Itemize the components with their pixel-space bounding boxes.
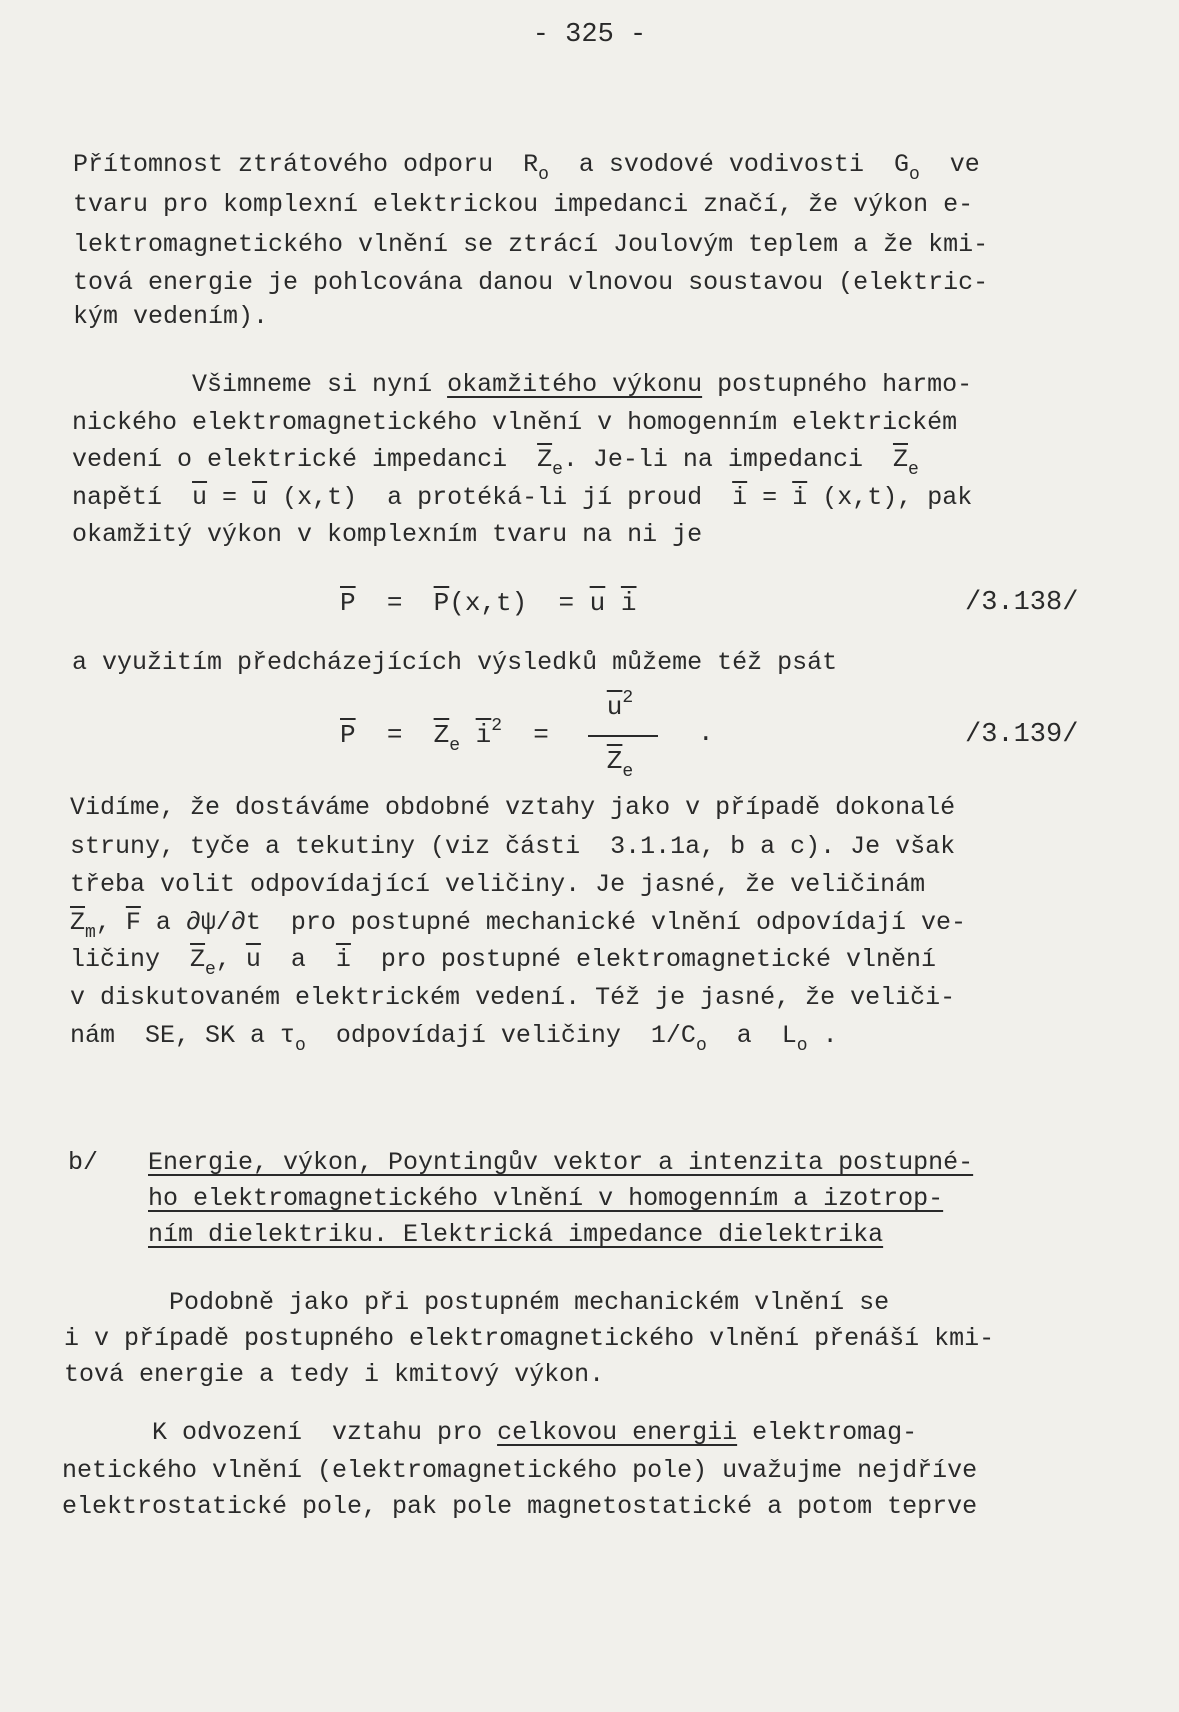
underlined-term-celkova-energie: celkovou energii bbox=[497, 1418, 738, 1447]
para1-line4: tová energie je pohlcována danou vlnovou soustavou (elektric- bbox=[73, 268, 989, 297]
para4-line3: tová energie a tedy i kmitový výkon. bbox=[64, 1360, 605, 1389]
para3-line4: $\overline{Z}_m$, $\overline{F}$ a ∂ψ/∂t pro postupné mechanické vlnění odpovídají ve- bbox=[70, 908, 966, 943]
section-heading-line3: ním dielektriku. Elektrická impedance dielektrika bbox=[148, 1220, 884, 1249]
equation-3-139: $\overline{P} = \overline{Z}_e$ $\overline{i}^2$ = bbox=[340, 716, 549, 756]
para3-line7: nám SE, SK a $\tau_o$ odpovídají veličiny $1/C_o$ a $L_o$ . bbox=[70, 1021, 838, 1056]
para1-line1: Přítomnost ztrátového odporu $R_o$ a svodové vodivosti $G_o$ ve bbox=[73, 150, 980, 185]
para1-line5: kým vedením). bbox=[73, 302, 269, 331]
para3-line5: ličiny $\overline{Z}_e$, $\overline{u}$ a $\overline{i}$ pro postupné elektromagnetické vlnění bbox=[70, 945, 937, 980]
para3-line6: v diskutovaném elektrickém vedení. Též je jasné, že veliči- bbox=[70, 983, 956, 1012]
fraction-denominator: $\overline{Z}_e$ bbox=[606, 746, 634, 782]
para4-line2: i v případě postupného elektromagnetického vlnění přenáší kmi- bbox=[64, 1324, 995, 1353]
para5-line1: K odvození vztahu pro celkovou energii elektromag- bbox=[152, 1418, 918, 1447]
equation-number-3-138: /3.138/ bbox=[965, 588, 1079, 618]
para3-line1: Vidíme, že dostáváme obdobné vztahy jako v případě dokonalé bbox=[70, 793, 956, 822]
para2-line3: vedení o elektrické impedanci $\overline{Z}_e$. Je-li na impedanci $\overline{Z}_e$ bbox=[72, 445, 919, 480]
section-heading-line1: Energie, výkon, Poyntingův vektor a intenzita postupné- bbox=[148, 1148, 974, 1177]
fraction-bar bbox=[588, 735, 658, 737]
para2-line2: nického elektromagnetického vlnění v homogenním elektrickém bbox=[72, 408, 958, 437]
para2-line5: okamžitý výkon v komplexním tvaru na ni je bbox=[72, 520, 703, 549]
para3-line2: struny, tyče a tekutiny (viz části 3.1.1a, b a c). Je však bbox=[70, 832, 956, 861]
para5-line3: elektrostatické pole, pak pole magnetostatické a potom teprve bbox=[62, 1492, 978, 1521]
fraction-numerator: $\overline{u}^2$ bbox=[606, 688, 634, 722]
equation-dot: . bbox=[698, 718, 714, 748]
section-heading-line2: ho elektromagnetického vlnění v homogenním a izotrop- bbox=[148, 1184, 944, 1213]
between-text: a využitím předcházejících výsledků můžeme též psát bbox=[72, 648, 838, 677]
para4-line1: Podobně jako při postupném mechanickém vlnění se bbox=[169, 1288, 890, 1317]
underlined-term-okamzity-vykon: okamžitého výkonu bbox=[447, 370, 703, 399]
para2-line4: napětí $\overline{u} = \overline{u}$ (x,t) a protéká-li jí proud $\overline{i} = \overline{i}$ (x,t), pak bbox=[72, 483, 973, 512]
section-label: b/ bbox=[68, 1148, 99, 1177]
page-number: - 325 - bbox=[532, 20, 647, 50]
para1-line3: lektromagnetického vlnění se ztrácí Joulovým teplem a že kmi- bbox=[73, 230, 989, 259]
equation-3-138: $\overline{P} = \overline{P}(x,t) = \overline{u}$ $\overline{i}$ bbox=[340, 588, 637, 618]
para2-line1: Všimneme si nyní okamžitého výkonu postupného harmo- bbox=[192, 370, 973, 399]
para3-line3: třeba volit odpovídající veličiny. Je jasné, že veličinám bbox=[70, 870, 926, 899]
para1-line2: tvaru pro komplexní elektrickou impedanci značí, že výkon e- bbox=[73, 190, 974, 219]
equation-number-3-139: /3.139/ bbox=[965, 720, 1079, 750]
para5-line2: netického vlnění (elektromagnetického pole) uvažujme nejdříve bbox=[62, 1456, 978, 1485]
